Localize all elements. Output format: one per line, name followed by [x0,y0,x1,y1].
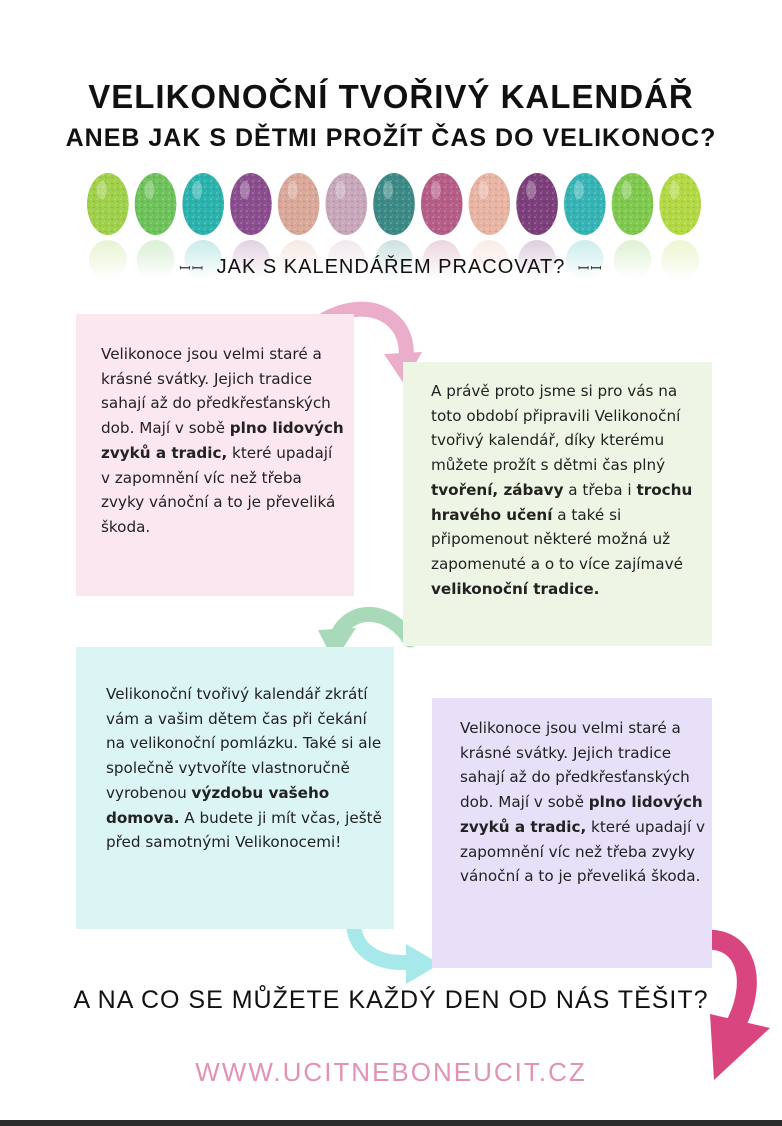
bottom-divider [0,1120,782,1126]
daily-preview-heading: A NA CO SE MŮŽETE KAŽDÝ DEN OD NÁS TĚŠIT? [73,986,709,1014]
benefit-paragraph: Velikonoční tvořivý kalendář zkrátí vám a vašim dětem čas při čekání na velikonoční pomlázku. Také si ale společně vytvoříte vlastnoručně vyrobenou výzdobu vašeho domova. A budete ji mít včas, ještě před samotnými Velikonocemi! [106,685,382,852]
calendar-benefit-text-box [76,647,394,929]
squiggle-ornament-right: ꟷꟷ [577,260,603,276]
calendar-purpose-text-box [403,362,712,646]
intro-text-box [76,314,354,596]
repeated-intro-text-box [432,698,712,968]
intro-paragraph: Velikonoce jsou velmi staré a krásné svátky. Jejich tradice sahají až do předkřesťanských dob. Mají v sobě plno lidových zvyků a tradic, které upadají v zapomnění víc než třeba zvyky vánoční a to je převeliká škoda. [101,345,344,536]
purpose-paragraph: A právě proto jsme si pro vás na toto období připravili Velikonoční tvořivý kalendář, díky kterému můžete prožít s dětmi čas plný tvoření, zábavy a třeba i trochu hravého učení a také si připomenout některé možná už zapomenuté a o to více zajímavé velikonoční tradice. [431,382,693,598]
squiggle-ornament-left: ꟷꟷ [179,260,205,276]
page-title: VELIKONOČNÍ TVOŘIVÝ KALENDÁŘ [88,78,694,115]
repeated-intro-paragraph: Velikonoce jsou velmi staré a krásné svátky. Jejich tradice sahají až do předkřesťanských dob. Mají v sobě plno lidových zvyků a tradic, které upadají v zapomnění víc než třeba zvyky vánoční a to je převeliká škoda. [460,719,706,886]
page-subtitle: ANEB JAK S DĚTMI PROŽÍT ČAS DO VELIKONOC? [65,124,717,152]
website-link[interactable]: WWW.UCITNEBONEUCIT.CZ [195,1057,587,1087]
how-to-heading [0,256,782,279]
how-to-label: JAK S KALENDÁŘEM PRACOVAT? [216,256,566,278]
